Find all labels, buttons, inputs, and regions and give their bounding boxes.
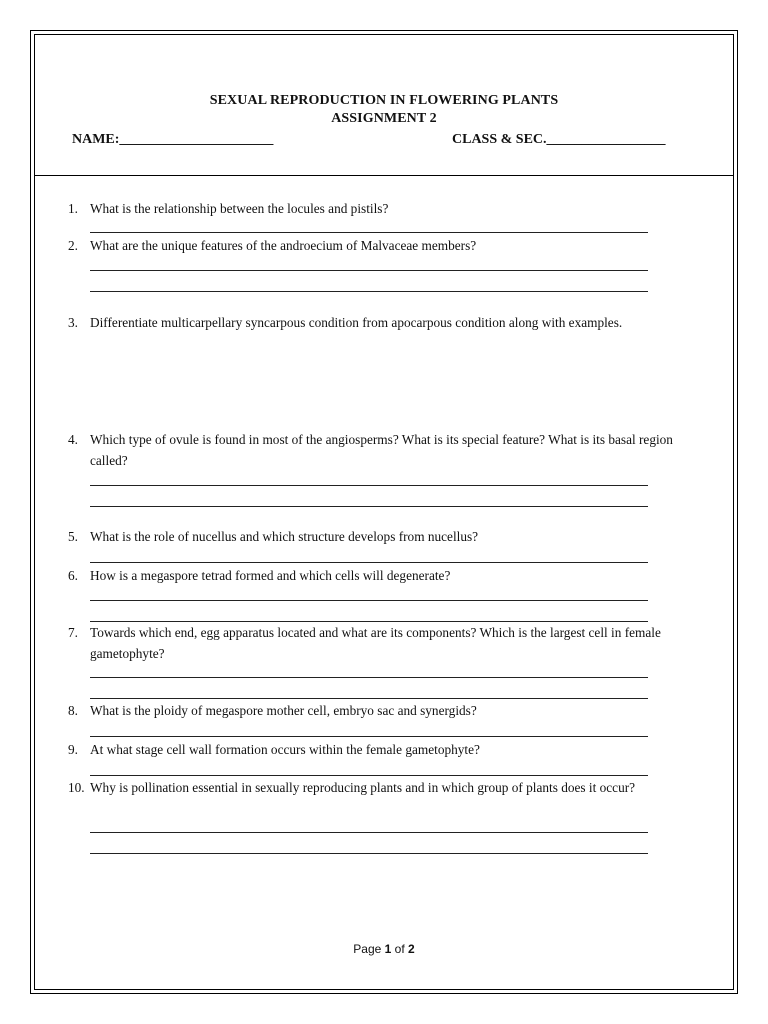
question-text: What is the role of nucellus and which structure develops from nucellus? xyxy=(90,529,479,544)
page-border-inner xyxy=(34,34,734,990)
question-number: 8. xyxy=(68,703,78,718)
worksheet-title: SEXUAL REPRODUCTION IN FLOWERING PLANTS xyxy=(209,93,559,108)
answer-line xyxy=(90,677,648,678)
answer-line xyxy=(90,270,648,271)
question-text: How is a megaspore tetrad formed and which cells will degenerate? xyxy=(90,568,451,583)
answer-line xyxy=(90,853,648,854)
answer-line xyxy=(90,291,648,292)
question-7 xyxy=(68,622,708,664)
question-2 xyxy=(68,235,708,256)
answer-line xyxy=(90,600,648,601)
answer-line xyxy=(90,832,648,833)
page-word: Page xyxy=(353,942,382,956)
question-number: 3. xyxy=(68,315,78,330)
question-5 xyxy=(68,526,708,547)
answer-line xyxy=(90,736,648,737)
total-pages: 2 xyxy=(408,942,415,956)
question-number: 4. xyxy=(68,432,78,447)
question-10 xyxy=(68,777,708,798)
question-number: 5. xyxy=(68,529,78,544)
question-number: 1. xyxy=(68,201,78,216)
answer-line xyxy=(90,775,648,776)
class-section-field: CLASS & SEC._________________ xyxy=(452,132,666,147)
question-text: Why is pollination essential in sexually reproducing plants and in which group of plants does it occur? xyxy=(90,780,636,795)
page-number-footer xyxy=(34,942,734,956)
question-number: 7. xyxy=(68,625,78,640)
question-1 xyxy=(68,198,708,219)
answer-line xyxy=(90,562,648,563)
question-9 xyxy=(68,739,708,760)
question-text: Differentiate multicarpellary syncarpous condition from apocarpous condition along with examples. xyxy=(90,315,623,330)
question-number: 2. xyxy=(68,238,78,253)
question-text: What are the unique features of the androecium of Malvaceae members? xyxy=(90,238,477,253)
question-text: What is the ploidy of megaspore mother cell, embryo sac and synergids? xyxy=(90,703,477,718)
question-text: Towards which end, egg apparatus located and what are its components? Which is the largest cell in female gametophyte? xyxy=(90,625,661,661)
worksheet-subtitle: ASSIGNMENT 2 xyxy=(331,111,437,126)
question-8 xyxy=(68,700,708,721)
question-4 xyxy=(68,429,708,471)
question-6 xyxy=(68,565,708,586)
question-text: At what stage cell wall formation occurs within the female gametophyte? xyxy=(90,742,480,757)
question-text: What is the relationship between the locules and pistils? xyxy=(90,201,389,216)
current-page: 1 xyxy=(384,942,392,956)
name-field: NAME:______________________ xyxy=(72,132,274,147)
answer-line xyxy=(90,485,648,486)
question-number: 9. xyxy=(68,742,78,757)
question-text: Which type of ovule is found in most of the angiosperms? What is its special feature? What is its basal region called? xyxy=(90,432,673,468)
question-number: 10. xyxy=(68,780,85,795)
question-number: 6. xyxy=(68,568,78,583)
question-3 xyxy=(68,312,708,333)
answer-line xyxy=(90,698,648,699)
answer-line xyxy=(90,232,648,233)
answer-line xyxy=(90,506,648,507)
header-divider xyxy=(34,175,734,176)
of-word: of xyxy=(394,942,405,956)
